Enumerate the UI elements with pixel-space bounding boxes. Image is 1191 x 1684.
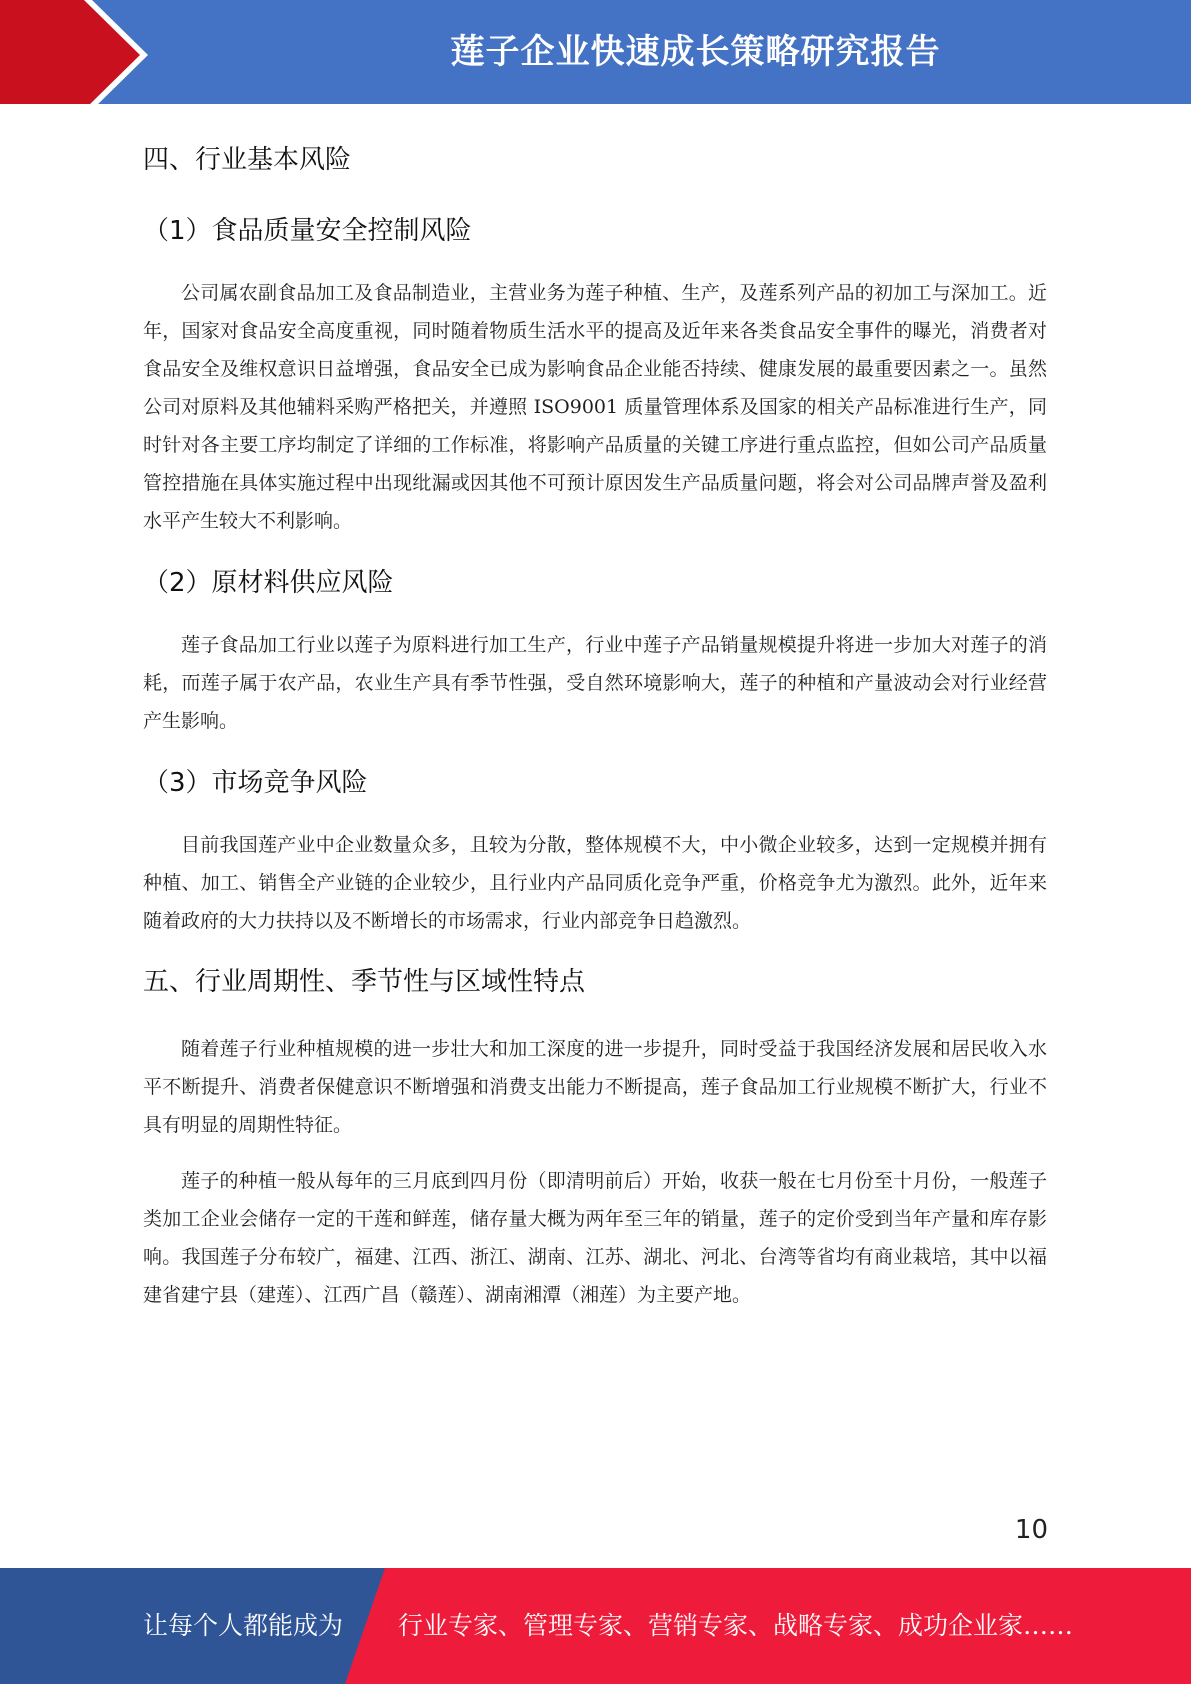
page-number: 10: [1014, 1515, 1048, 1545]
subheading-food-safety: （1）食品质量安全控制风险: [143, 216, 472, 246]
paragraph-raw-material: 莲子食品加工行业以莲子为原料进行加工生产，行业中莲子产品销量规模提升将进一步加大对莲子的消耗，而莲子属于农产品，农业生产具有季节性强，受自然环境影响大，莲子的种植和产量波动会对行业经营产生影响。: [143, 634, 1047, 732]
page-footer: [0, 1568, 1191, 1684]
document-body: [143, 120, 1047, 1314]
footer-slogan-left: 让每个人都能成为: [143, 1611, 344, 1640]
report-title: 莲子企业快速成长策略研究报告: [450, 32, 941, 72]
subheading-raw-material: （2）原材料供应风险: [143, 568, 394, 598]
paragraph-cyclicality: 随着莲子行业种植规模的进一步壮大和加工深度的进一步提升，同时受益于我国经济发展和居民收入水平不断提升、消费者保健意识不断增强和消费支出能力不断提高，莲子食品加工行业规模不断扩大，行业不具有明显的周期性特征。: [143, 1038, 1047, 1136]
paragraph-food-safety: 公司属农副食品加工及食品制造业，主营业务为莲子种植、生产，及莲系列产品的初加工与深加工。近年，国家对食品安全高度重视，同时随着物质生活水平的提高及近年来各类食品安全事件的曝光，消费者对食品安全及维权意识日益增强，食品安全已成为影响食品企业能否持续、健康发展的最重要因素之一。虽然公司对原料及其他辅料采购严格把关，并遵照 ISO9001 质量管理体系及国家的相关产品标准进行生产，同时针对各主要工序均制定了详细的工作标准，将影响产品质量的关键工序进行重点监控，但如公司产品质量管控措施在具体实施过程中出现纰漏或因其他不可预计原因发生产品质量问题，将会对公司品牌声誉及盈利水平产生较大不利影响。: [143, 282, 1047, 532]
section-heading-characteristics: 五、行业周期性、季节性与区域性特点: [143, 967, 586, 997]
paragraph-seasonality-region: 莲子的种植一般从每年的三月底到四月份（即清明前后）开始，收获一般在七月份至十月份，一般莲子类加工企业会储存一定的干莲和鲜莲，储存量大概为两年至三年的销量，莲子的定价受到当年产量和库存影响。我国莲子分布较广，福建、江西、浙江、湖南、江苏、湖北、河北、台湾等省均有商业栽培，其中以福建省建宁县（建莲）、江西广昌（赣莲）、湖南湘潭（湘莲）为主要产地。: [143, 1170, 1047, 1306]
footer-slogan-right: 行业专家、管理专家、营销专家、战略专家、成功企业家……: [398, 1611, 1074, 1640]
section-heading-risks: 四、行业基本风险: [143, 145, 352, 175]
subheading-market-competition: （3）市场竞争风险: [143, 768, 368, 798]
paragraph-market-competition: 目前我国莲产业中企业数量众多，且较为分散，整体规模不大，中小微企业较多，达到一定规模并拥有种植、加工、销售全产业链的企业较少，且行业内产品同质化竞争严重，价格竞争尤为激烈。此外，近年来随着政府的大力扶持以及不断增长的市场需求，行业内部竞争日趋激烈。: [143, 834, 1047, 932]
page-header: [0, 0, 1191, 110]
header-red-chevron: [0, 0, 140, 110]
